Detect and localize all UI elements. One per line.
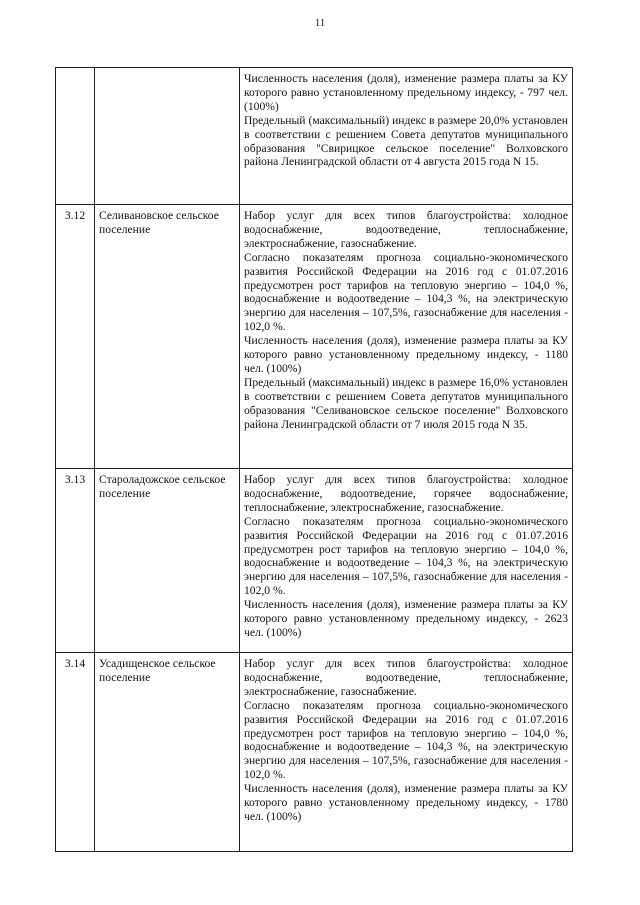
description-paragraph: Предельный (максимальный) индекс в размере 20,0% установлен в соответствии с решением Совета депутатов муниципального образования "Свирицкое сельское поселение" Волховского района Ленинградской области от 4 августа 2015 года N 15. (244, 113, 568, 169)
row-description (240, 205, 573, 469)
row-number: 3.13 (56, 469, 95, 653)
row-description (240, 653, 573, 852)
table-row (56, 469, 573, 653)
description-paragraph: Согласно показателям прогноза социально-экономического развития Российской Федерации на 2016 год с 01.07.2016 предусмотрен рост тарифов на тепловую энергию – 104,0 %, водоснабжение и водоотведение – 104,3 %, на электрическую энергию для населения – 107,5%, газоснабжение для населения - 102,0 %. (244, 250, 568, 334)
table-row (56, 205, 573, 469)
table-row (56, 653, 573, 852)
table-row (56, 68, 573, 205)
description-paragraph: Согласно показателям прогноза социально-экономического развития Российской Федерации на 2016 год с 01.07.2016 предусмотрен рост тарифов на тепловую энергию – 104,0 %, водоснабжение и водоотведение – 104,3 %, на электрическую энергию для населения – 107,5%, газоснабжение для населения - 102,0 %. (244, 698, 568, 782)
row-description (240, 469, 573, 653)
description-paragraph: Численность населения (доля), изменение размера платы за КУ которого равно установленному предельному индексу, - 1780 чел. (100%) (244, 782, 568, 823)
description-paragraph: Численность населения (доля), изменение размера платы за КУ которого равно установленному предельному индексу, - 1180 чел. (100%) (244, 334, 568, 375)
description-paragraph: Набор услуг для всех типов благоустройства: холодное водоснабжение, водоотведение, горячее водоснабжение, теплоснабжение, электроснабжение, газоснабжение. (244, 473, 568, 514)
row-number: 3.14 (56, 653, 95, 852)
description-paragraph: Численность населения (доля), изменение размера платы за КУ которого равно установленному предельному индексу, - 797 чел. (100%) (244, 72, 568, 113)
description-paragraph: Согласно показателям прогноза социально-экономического развития Российской Федерации на 2016 год с 01.07.2016 предусмотрен рост тарифов на тепловую энергию – 104,0 %, водоснабжение и водоотведение – 104,3 %, на электрическую энергию для населения – 107,5%, газоснабжение для населения - 102,0 %. (244, 514, 568, 598)
settlement-name (95, 68, 240, 205)
row-number: 3.12 (56, 205, 95, 469)
settlement-name: Староладожское сельское поселение (95, 469, 240, 653)
description-paragraph: Набор услуг для всех типов благоустройства: холодное водоснабжение, водоотведение, теплоснабжение, электроснабжение, газоснабжение. (244, 657, 568, 698)
row-number (56, 68, 95, 205)
settlement-name: Селивановское сельское поселение (95, 205, 240, 469)
description-paragraph: Набор услуг для всех типов благоустройства: холодное водоснабжение, водоотведение, теплоснабжение, электроснабжение, газоснабжение. (244, 209, 568, 250)
settlement-name: Усадищенское сельское поселение (95, 653, 240, 852)
description-paragraph: Предельный (максимальный) индекс в размере 16,0% установлен в соответствии с решением Совета депутатов муниципального образования "Селивановское сельское поселение" Волховского района Ленинградской области от 7 июля 2015 года N 35. (244, 375, 568, 431)
page-number: 11 (314, 17, 326, 29)
tariff-table (55, 67, 573, 852)
description-paragraph: Численность населения (доля), изменение размера платы за КУ которого равно установленному предельному индексу, - 2623 чел. (100%) (244, 598, 568, 639)
row-description (240, 68, 573, 205)
